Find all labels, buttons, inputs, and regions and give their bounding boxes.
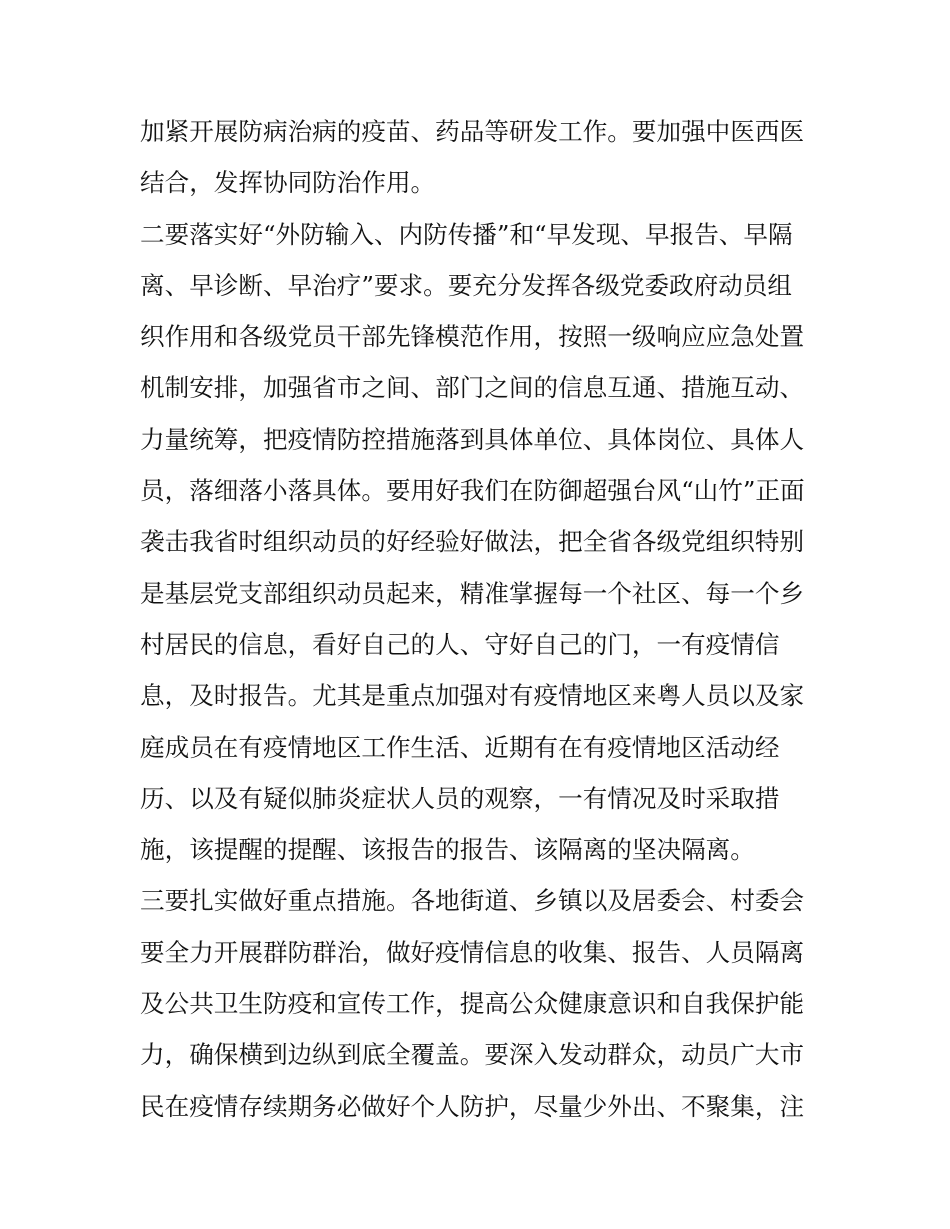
text-line: 三要扎实做好重点措施。各地街道、乡镇以及居委会、村委会 <box>140 886 805 916</box>
text-line: 织作用和各级党员干部先锋模范作用，按照一级响应应急处置 <box>140 322 805 352</box>
text-line: 是基层党支部组织动员起来，精准掌握每一个社区、每一个乡 <box>140 578 805 608</box>
text-line: 袭击我省时组织动员的好经验好做法，把全省各级党组织特别 <box>140 527 805 557</box>
text-line: 二要落实好“外防输入、内防传播”和“早发现、早报告、早隔 <box>140 219 793 249</box>
text-line: 村居民的信息，看好自己的人、守好自己的门，一有疫情信 <box>140 629 780 659</box>
text-line: 民在疫情存续期务必做好个人防护，尽量少外出、不聚集，注 <box>140 1091 805 1121</box>
text-line: 庭成员在有疫情地区工作生活、近期有在有疫情地区活动经 <box>140 732 780 762</box>
text-line: 息，及时报告。尤其是重点加强对有疫情地区来粤人员以及家 <box>140 681 805 711</box>
text-line: 力，确保横到边纵到底全覆盖。要深入发动群众，动员广大市 <box>140 1040 805 1070</box>
text-line: 机制安排，加强省市之间、部门之间的信息互通、措施互动、 <box>140 373 805 403</box>
text-line: 历、以及有疑似肺炎症状人员的观察，一有情况及时采取措 <box>140 783 780 813</box>
text-line: 要全力开展群防群治，做好疫情信息的收集、报告、人员隔离 <box>140 937 805 967</box>
text-line: 加紧开展防病治病的疫苗、药品等研发工作。要加强中医西医 <box>140 117 805 146</box>
text-line: 施，该提醒的提醒、该报告的报告、该隔离的坚决隔离。 <box>140 835 755 865</box>
text-line: 及公共卫生防疫和宣传工作，提高公众健康意识和自我保护能 <box>140 989 805 1019</box>
text-line: 员，落细落小落具体。要用好我们在防御超强台风“山竹”正面 <box>140 476 805 506</box>
text-line: 力量统筹，把疫情防控措施落到具体单位、具体岗位、具体人 <box>140 424 805 454</box>
text-line: 结合，发挥协同防治作用。 <box>140 168 436 198</box>
body-text <box>140 106 820 1132</box>
text-line: 离、早诊断、早治疗”要求。要充分发挥各级党委政府动员组 <box>140 270 793 300</box>
